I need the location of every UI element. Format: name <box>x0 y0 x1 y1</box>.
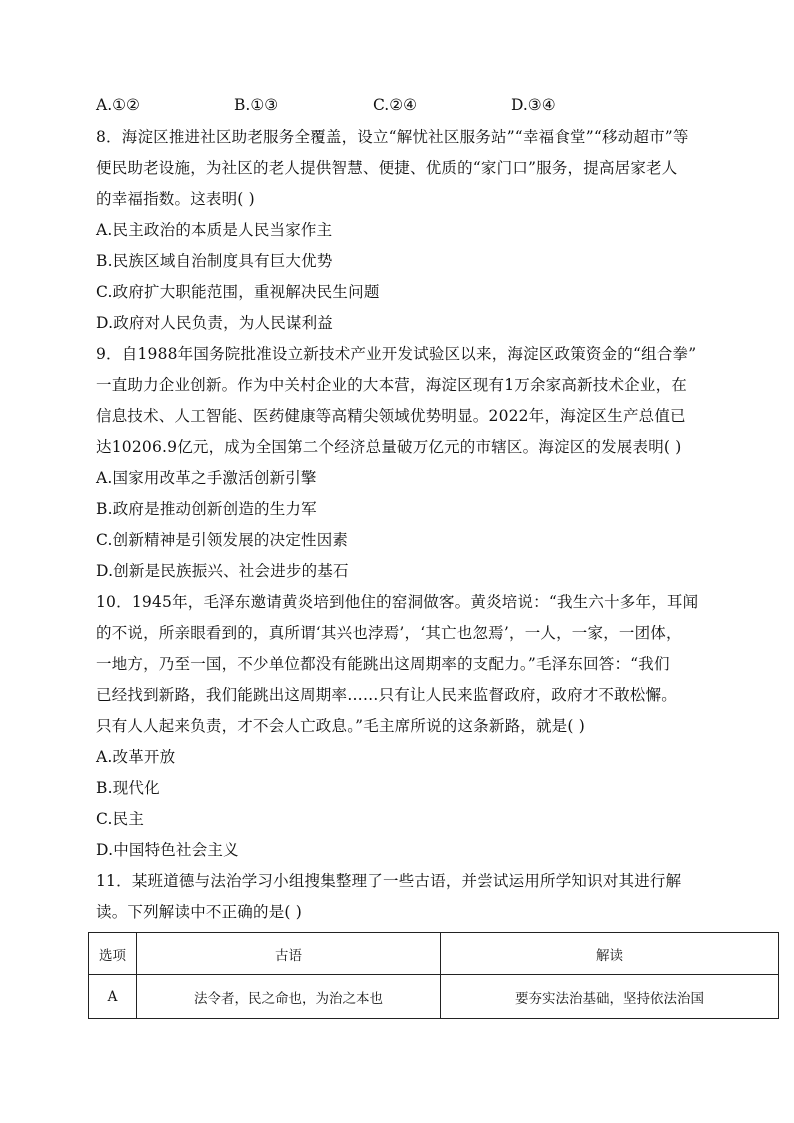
q10-stem-line-3: 一地方，乃至一国，不少单位都没有能跳出这周期率的支配力。”毛泽东回答：“我们 <box>96 655 670 673</box>
q9-stem-line-4: 达10206.9亿元，成为全国第二个经济总量破万亿元的市辖区。海淀区的发展表明( ) <box>96 438 682 456</box>
q7-option-a: A.①② <box>96 96 140 114</box>
q7-option-b: B.①③ <box>234 96 279 114</box>
q11-header-ancient-saying: 古语 <box>137 933 441 975</box>
q11-row-a-option: A <box>89 975 137 1019</box>
q11-table <box>88 932 779 1019</box>
q10-stem-line-4: 已经找到新路，我们能跳出这周期率……只有让人民来监督政府，政府才不敢松懈。 <box>96 686 677 704</box>
q9-stem-line-1: 9．自1988年国务院批准设立新技术产业开发试验区以来，海淀区政策资金的“组合拳” <box>96 345 697 363</box>
q9-option-b: B.政府是推动创新创造的生力军 <box>96 500 317 518</box>
q7-option-d: D.③④ <box>511 96 556 114</box>
q8-option-b: B.民族区域自治制度具有巨大优势 <box>96 252 333 270</box>
q10-stem-line-2: 的不说，所亲眼看到的，真所谓‘其兴也浡焉’，‘其亡也忽焉’，一人，一家，一团体， <box>96 624 682 642</box>
q9-stem-line-3: 信息技术、人工智能、医药健康等高精尖领域优势明显。2022年，海淀区生产总值已 <box>96 407 686 425</box>
q10-stem-line-1: 10．1945年，毛泽东邀请黄炎培到他住的窑洞做客。黄炎培说：“我生六十多年，耳闻 <box>96 593 699 611</box>
q11-row-a-interpretation: 要夯实法治基础，坚持依法治国 <box>441 975 779 1019</box>
q7-options <box>96 96 716 118</box>
q9-stem-line-2: 一直助力企业创新。作为中关村企业的大本营，海淀区现有1万余家高新技术企业，在 <box>96 376 687 394</box>
q8-stem-line-1: 8．海淀区推进社区助老服务全覆盖，设立“解忧社区服务站”“幸福食堂”“移动超市”等 <box>96 128 689 146</box>
q11-header-option: 选项 <box>89 933 137 975</box>
q8-stem-line-3: 的幸福指数。这表明( ) <box>96 190 255 208</box>
q10-option-a: A.改革开放 <box>96 748 176 766</box>
q8-option-c: C.政府扩大职能范围，重视解决民生问题 <box>96 283 380 301</box>
q10-option-b: B.现代化 <box>96 779 160 797</box>
q8-stem-line-2: 便民助老设施，为社区的老人提供智慧、便捷、优质的“家门口”服务，提高居家老人 <box>96 159 678 177</box>
q9-option-c: C.创新精神是引领发展的决定性因素 <box>96 531 349 549</box>
q11-row-a-saying: 法令者，民之命也，为治之本也 <box>137 975 441 1019</box>
q11-stem-line-2: 读。下列解读中不正确的是( ) <box>96 903 303 921</box>
q8-option-d: D.政府对人民负责，为人民谋利益 <box>96 314 334 332</box>
q11-table-header-row <box>89 933 779 975</box>
q9-option-a: A.国家用改革之手激活创新引擎 <box>96 469 317 487</box>
q7-option-c: C.②④ <box>373 96 418 114</box>
q9-option-d: D.创新是民族振兴、社会进步的基石 <box>96 562 349 580</box>
q11-stem-line-1: 11．某班道德与法治学习小组搜集整理了一些古语，并尝试运用所学知识对其进行解 <box>96 872 682 890</box>
q10-option-c: C.民主 <box>96 810 145 828</box>
q8-option-a: A.民主政治的本质是人民当家作主 <box>96 221 333 239</box>
q10-option-d: D.中国特色社会主义 <box>96 841 239 859</box>
q11-header-interpretation: 解读 <box>441 933 779 975</box>
q10-stem-line-5: 只有人人起来负责，才不会人亡政息。”毛主席所说的这条新路，就是( ) <box>96 717 585 735</box>
table-row <box>89 975 779 1019</box>
